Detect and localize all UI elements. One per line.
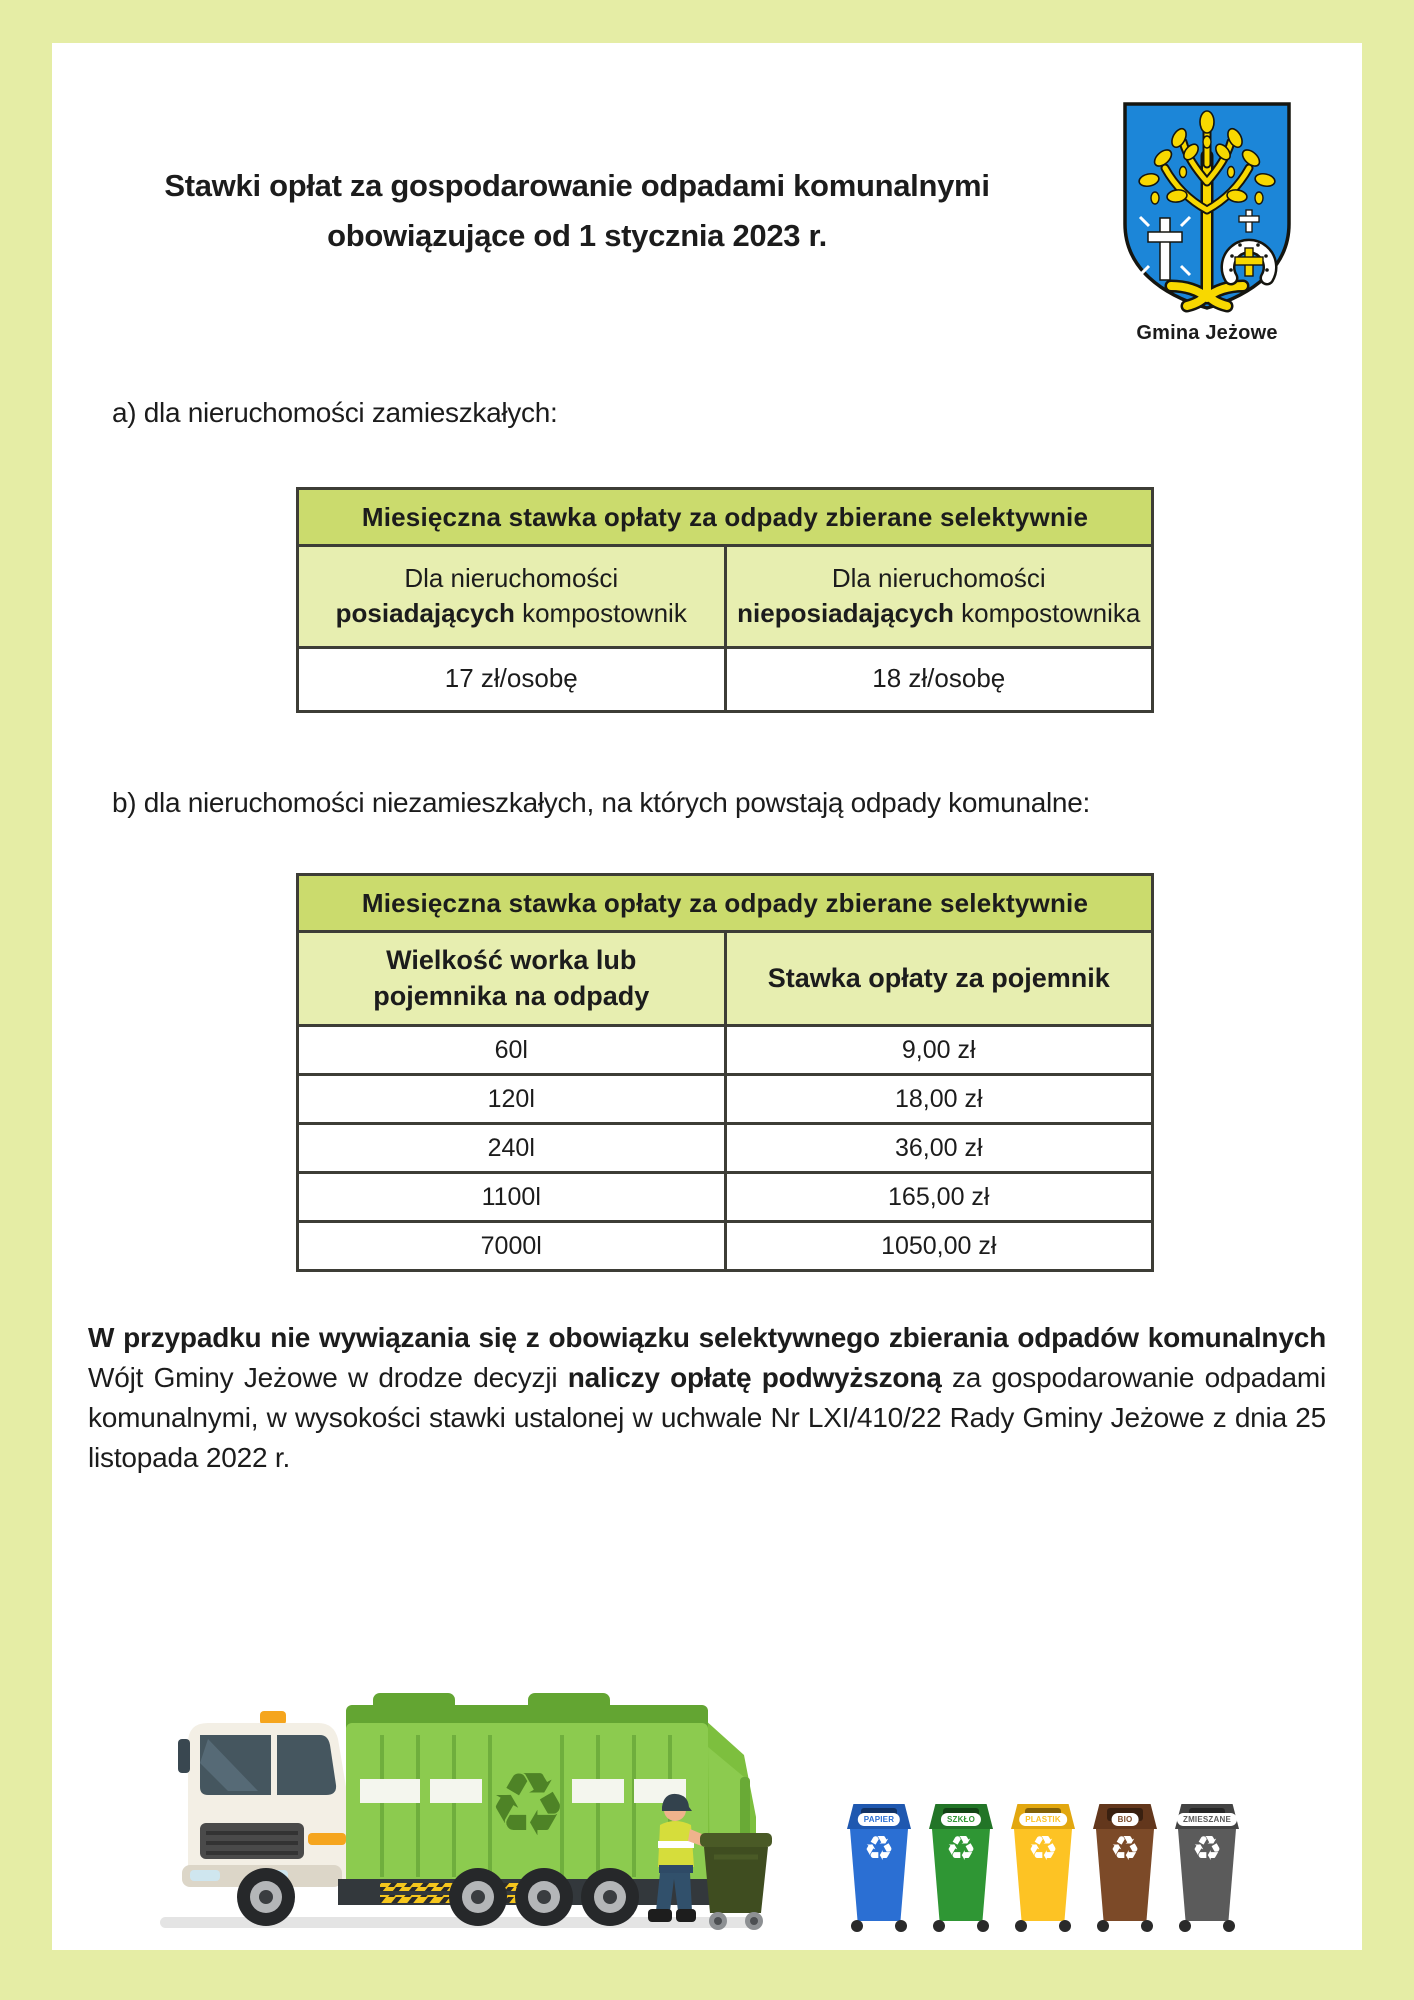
bin-wheel xyxy=(1141,1920,1153,1932)
bin-wheel xyxy=(1015,1920,1027,1932)
table-b-col2-header: Stawka opłaty za pojemnik xyxy=(725,932,1153,1026)
bin-mixed xyxy=(1174,1804,1240,1932)
table-a-col2-header: Dla nieruchomości nieposiadających kompostownika xyxy=(725,546,1153,648)
table-a-col1-header: Dla nieruchomości posiadających kompostownik xyxy=(298,546,726,648)
bin-wheel xyxy=(1179,1920,1191,1932)
bin-plastic xyxy=(1010,1804,1076,1932)
table-row: 7000l 1050,00 zł xyxy=(298,1222,1153,1271)
section-b-heading: b) dla nieruchomości niezamieszkałych, na których powstają odpady komunalne: xyxy=(112,787,1090,818)
table-row: 120l 18,00 zł xyxy=(298,1075,1153,1124)
bin-glass xyxy=(928,1804,994,1932)
recycle-icon: ♻ xyxy=(945,1829,977,1869)
table-a-header: Miesięczna stawka opłaty za odpady zbierane selektywnie xyxy=(298,489,1153,546)
title-line-2: obowiązujące od 1 stycznia 2023 r. xyxy=(327,217,827,253)
table-row: 240l 36,00 zł xyxy=(298,1124,1153,1173)
flyer-page xyxy=(52,43,1362,1950)
bin-wheel xyxy=(1059,1920,1071,1932)
header xyxy=(52,43,1362,375)
bin-label: ZMIESZANE xyxy=(1177,1813,1237,1826)
bin-wheel xyxy=(895,1920,907,1932)
bin-wheel xyxy=(1097,1920,1109,1932)
coat-of-arms-icon xyxy=(1119,98,1295,314)
residential-fees-table xyxy=(296,487,1154,713)
non-residential-fees-table xyxy=(296,873,1154,1272)
table-a-value-compost: 17 zł/osobę xyxy=(298,648,726,712)
bin-bio xyxy=(1092,1804,1158,1932)
bin-wheel xyxy=(1223,1920,1235,1932)
bin-paper xyxy=(846,1804,912,1932)
crest-caption: Gmina Jeżowe xyxy=(1136,322,1278,344)
bin-label: SZKŁO xyxy=(941,1813,981,1826)
recycle-icon: ♻ xyxy=(1109,1829,1141,1869)
table-b-col1-header: Wielkość worka lub pojemnika na odpady xyxy=(298,932,726,1026)
recycle-icon: ♻ xyxy=(863,1829,895,1869)
bin-label: PAPIER xyxy=(858,1813,900,1826)
page-title xyxy=(72,161,1082,260)
title-line-1: Stawki opłat za gospodarowanie odpadami komunalnymi xyxy=(164,168,990,203)
container-bin xyxy=(700,1833,772,1930)
bin-label: BIO xyxy=(1112,1813,1139,1826)
bin-label: PLASTIK xyxy=(1019,1813,1067,1826)
table-row: 60l 9,00 zł xyxy=(298,1026,1153,1075)
table-b-header: Miesięczna stawka opłaty za odpady zbierane selektywnie xyxy=(298,875,1153,932)
bin-wheel xyxy=(851,1920,863,1932)
municipal-crest xyxy=(1114,98,1300,345)
recycle-icon: ♻ xyxy=(1027,1829,1059,1869)
recycle-icon: ♻ xyxy=(1191,1829,1223,1869)
section-a-heading: a) dla nieruchomości zamieszkałych: xyxy=(112,397,558,428)
penalty-note: W przypadku nie wywiązania się z obowiązku selektywnego zbierania odpadów komunalnych Wójt Gminy Jeżowe w drodze decyzji naliczy opłatę podwyższoną za gospodarowanie odpadami komunalnymi, w wysokości stawki ustalonej w uchwale Nr LXI/410/22 Rady Gminy Jeżowe z dnia 25 listopada 2022 r. xyxy=(88,1322,1326,1473)
bin-wheel xyxy=(977,1920,989,1932)
bin-wheel xyxy=(933,1920,945,1932)
waste-collection-illustration xyxy=(52,1624,1362,1944)
table-a-value-no-compost: 18 zł/osobę xyxy=(725,648,1153,712)
recycling-bins-row xyxy=(846,1804,1240,1932)
table-row: 1100l 165,00 zł xyxy=(298,1173,1153,1222)
garbage-truck-icon xyxy=(148,1627,778,1942)
svg-text:♻: ♻ xyxy=(488,1753,568,1856)
